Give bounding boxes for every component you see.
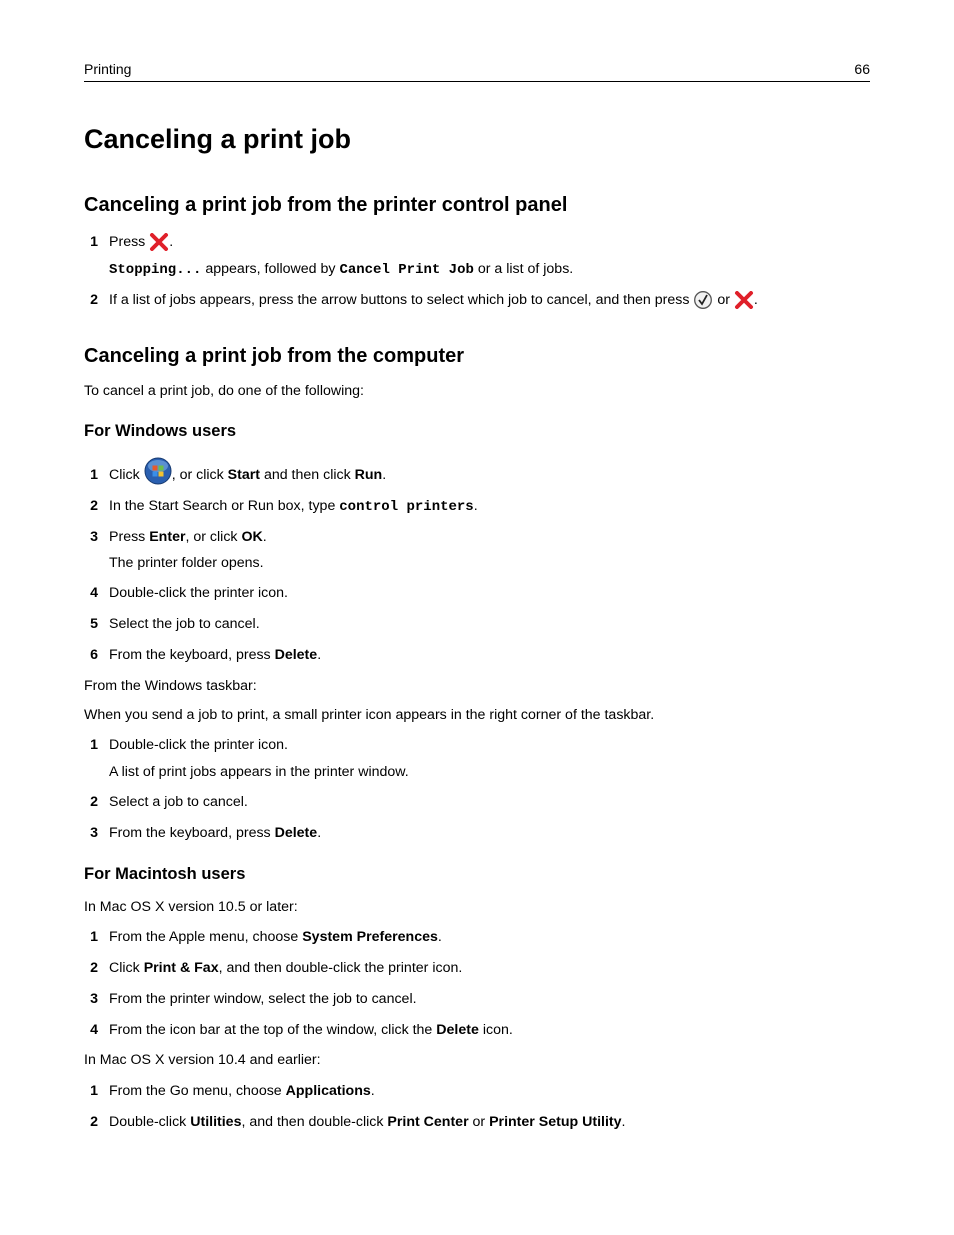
running-header-section: Printing <box>84 61 132 77</box>
panel-step-1-result: Stopping... appears, followed by Cancel Print Job or a list of jobs. <box>109 261 574 278</box>
computer-intro: To cancel a print job, do one of the following: <box>84 383 364 399</box>
header-rule <box>84 81 870 82</box>
mac-version-105: In Mac OS X version 10.5 or later: <box>84 899 298 915</box>
windows-start-orb-icon <box>144 457 172 485</box>
heading-windows: For Windows users <box>84 422 237 440</box>
stop-x-icon <box>734 291 754 309</box>
heading-computer: Canceling a print job from the computer <box>84 345 465 367</box>
taskbar-step-1-result: A list of print jobs appears in the printer window. <box>109 764 409 780</box>
page-title: Canceling a print job <box>84 124 352 154</box>
page-number: 66 <box>854 61 870 77</box>
windows-step-3-result: The printer folder opens. <box>109 555 264 571</box>
heading-macintosh: For Macintosh users <box>84 865 246 883</box>
checkmark-select-icon <box>693 290 713 310</box>
taskbar-label: From the Windows taskbar: <box>84 678 257 694</box>
mac-version-104: In Mac OS X version 10.4 and earlier: <box>84 1052 321 1068</box>
heading-control-panel: Canceling a print job from the printer control panel <box>84 194 568 216</box>
stop-x-icon <box>149 233 169 251</box>
taskbar-intro: When you send a job to print, a small printer icon appears in the right corner of the taskbar. <box>84 707 655 723</box>
